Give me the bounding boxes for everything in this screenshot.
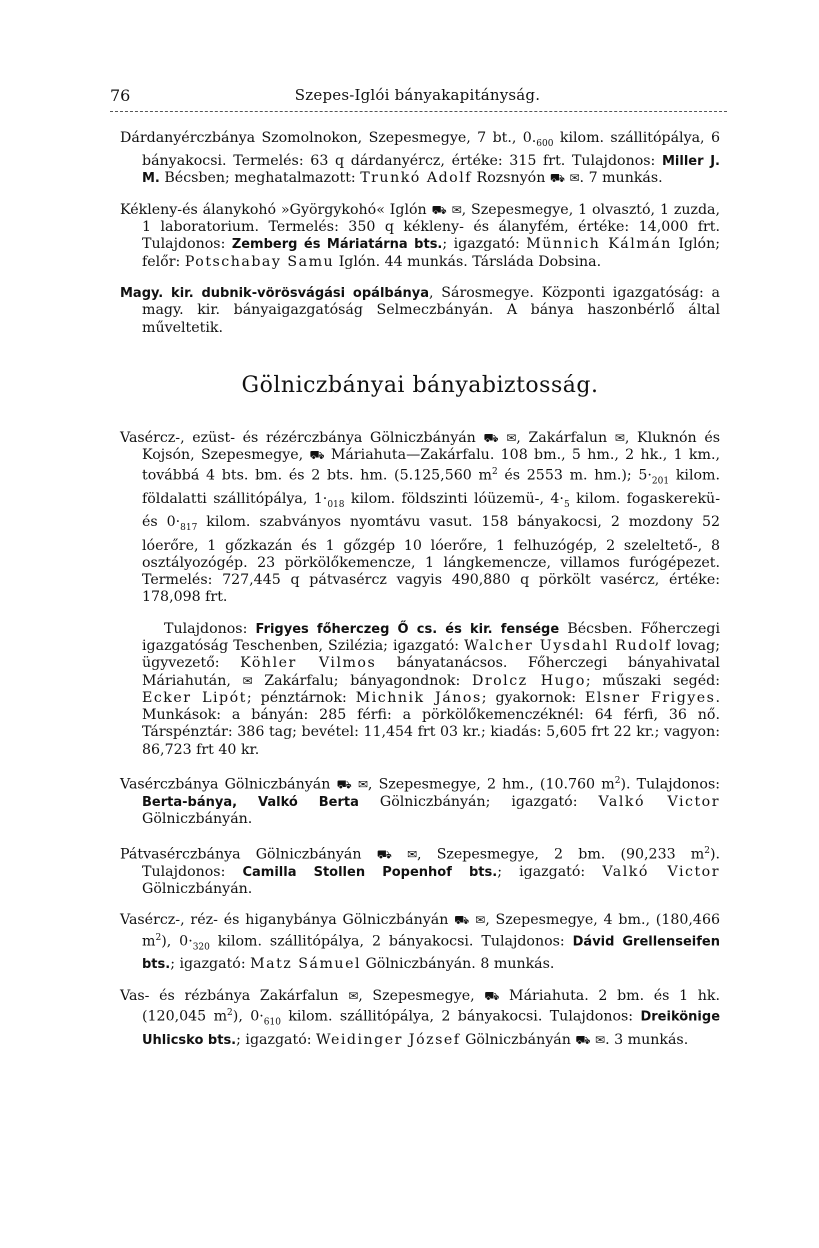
mine-symbol-icon: ⛟ <box>484 988 500 1003</box>
post-symbol-icon: ✉ <box>451 202 462 217</box>
post-symbol-icon: ✉ <box>506 430 517 445</box>
page-number: 76 <box>110 86 131 105</box>
post-symbol-icon: ✉ <box>595 1032 606 1047</box>
owner-name: Miller J. M. <box>142 154 720 187</box>
section-title: Gölniczbányai bányabiztosság. <box>241 372 599 398</box>
mine-entry-goelnicz-ezust: Vasércz-, ezüst- és rézérczbánya Gölniczbányán ⛟ ✉, Zakárfalun ✉, Kluknón és Kojsón, Szepesmegye, ⛟ Máriahuta—Zakárfalu. 108 bm., 5 hm., 2 hk., 1 km., továbbá 4 bts. bm. és 2 bts. hm. (5.125,560 $m^2$ és 2553 m. hm.); $5\cdot_{201}$ kilom. földalatti szállitópálya, $1\cdot_{018}$ kilom. földszinti lóüzemü-, $4\cdot_5$ kilom. fogaskerekü- és $0\cdot_{817}$ kilom. szabványos nyomtávu vasut. 158 bányakocsi, 2 mozdony 52 lóerőre, 1 gőzkazán és 1 gőzgép 10 lóerőre, 1 felhuzógép, 2 szeleltető-, 8 osztályozógép. 23 pörkölőkemencze, 1 lángkemencze, villamos furógépezet. Termelés: 727,445 q pátvasércz vagyis 490,880 q pörkölt vasércz, értéke: 178,098 frt. <box>120 429 721 606</box>
owner-name: Frigyes főherczeg Ő cs. és kir. fensége <box>255 621 560 637</box>
owner-name: Berta-bánya, Valkó Berta <box>142 795 359 811</box>
post-symbol-icon: ✉ <box>406 847 418 862</box>
owner-name: Dreikönige Uhlicsko bts. <box>142 1009 721 1048</box>
post-symbol-icon: ✉ <box>614 430 625 445</box>
mine-name: Magy. kir. dubnik-vörösvágási opálbánya <box>120 285 429 301</box>
mine-entry-opalbanya: Magy. kir. dubnik-vörösvágási opálbánya, Sárosmegye. Központi igazgatóság: a magy. kir. bányaigazgatóság Selmeczbányán. A bánya haszonbérlő által műveltetik. <box>120 284 720 336</box>
mine-entry-zakarfalu: Vas- és rézbánya Zakárfalun ✉, Szepesmegye, ⛟ Máriahuta. 2 bm. és 1 hk. (120,045 $m^2$), $0\cdot_{610}$ kilom. szállitópálya, 2 bányakocsi. Tulajdonos: Dreikönige Uhlicsko bts.; igazgató: Weidinger József Gölniczbányán ⛟ ✉. 3 munkás. <box>120 987 721 1048</box>
mine-symbol-icon: ⛟ <box>454 913 470 928</box>
mine-entry-gyorgykoho: Kékleny-és álanykohó »Györgykohó« Iglón ⛟ ✉, Szepesmegye, 1 olvasztó, 1 zuzda, 1 laboratorium. Termelés: 350 q kékleny- és álanyfém, értéke: 14,000 frt. Tulajdonos: Zemberg és Máriatárna bts.; igazgató: Münnich Kálmán Iglón; felőr: Potschabay Samu Iglón. 44 munkás. Társláda Dobsina. <box>120 201 720 270</box>
mine-entry-higanybanya: Vasércz-, réz- és higanybánya Gölniczbányán ⛟ ✉, Szepesmegye, 4 bm., (180,466 $m^2$), $0\cdot_{320}$ kilom. szállitópálya, 2 bányakocsi. Tulajdonos: Dávid Grellenseifen bts.; igazgató: Matz Sámuel Gölniczbányán. 8 munkás. <box>120 912 720 973</box>
mine-entry-dardanyercz: Dárdanyérczbánya Szomolnokon, Szepesmegye, 7 bt., $0._{600}$ kilom. szállitópálya, 6 bányakocsi. Termelés: 63 q dárdanyércz, értéke: 315 frt. Tulajdonos: Miller J. M. Bécsben; meghatalmazott: Trunkó Adolf Rozsnyón ⛟ ✉. 7 munkás. <box>120 130 720 187</box>
post-symbol-icon: ✉ <box>348 988 359 1003</box>
header-rule <box>110 111 727 112</box>
page-body <box>120 130 720 1063</box>
mine-entry-patvasercz: Pátvasérczbánya Gölniczbányán ⛟ ✉, Szepesmegye, 2 bm. (90,233 $m^2$). Tulajdonos: Camilla Stollen Popenhof bts.; igazgató: Valkó Victor Gölniczbányán. <box>120 845 721 898</box>
post-symbol-icon: ✉ <box>242 673 253 688</box>
post-symbol-icon: ✉ <box>569 171 580 186</box>
page-header <box>108 86 727 108</box>
mine-symbol-icon: ⛟ <box>309 448 325 463</box>
owner-name: Camilla Stollen Popenhof bts. <box>242 864 498 880</box>
owner-name: Dávid Grellenseifen bts. <box>142 934 720 973</box>
post-symbol-icon: ✉ <box>357 777 368 792</box>
mine-symbol-icon: ⛟ <box>483 430 499 445</box>
running-title: Szepes-Iglói bányakapitányság. <box>294 86 541 104</box>
mine-symbol-icon: ⛟ <box>431 202 447 217</box>
mine-symbol-icon: ⛟ <box>376 847 392 862</box>
mine-symbol-icon: ⛟ <box>549 171 565 186</box>
mine-entry-owner-paragraph: Tulajdonos: Frigyes főherczeg Ő cs. és kir. fensége Bécsben. Főherczegi igazgatóság Teschenben, Szilézia; igazgató: Walcher Uysdahl Rudolf lovag; ügyvezető: Köhler Vilmos bányatanácsos. Főherczegi bányahivatal Máriahután, ✉ Zakárfalu; bányagondnok: Drolcz Hugo; műszaki segéd: Ecker Lipót; pénztárnok: Michnik János; gyakornok: Elsner Frigyes. Munkások: a bányán: 285 férfi: a pörkölőkemenczéknél: 64 férfi, 36 nő. Társpénztár: 386 tag; bevétel: 11,454 frt 03 kr.; kiadás: 5,605 frt 22 kr.; vagyon: 86,723 frt 40 kr. <box>142 620 720 758</box>
mine-entry-vasercz-berta: Vasérczbánya Gölniczbányán ⛟ ✉, Szepesmegye, 2 hm., (10.760 $m^2$). Tulajdonos: Berta-bánya, Valkó Berta Gölniczbányán; igazgató: Valkó Victor Gölniczbányán. <box>120 776 721 828</box>
mine-symbol-icon: ⛟ <box>575 1032 591 1047</box>
mine-symbol-icon: ⛟ <box>336 777 352 792</box>
owner-name: Zemberg és Máriatárna bts. <box>231 237 443 253</box>
post-symbol-icon: ✉ <box>475 913 486 928</box>
